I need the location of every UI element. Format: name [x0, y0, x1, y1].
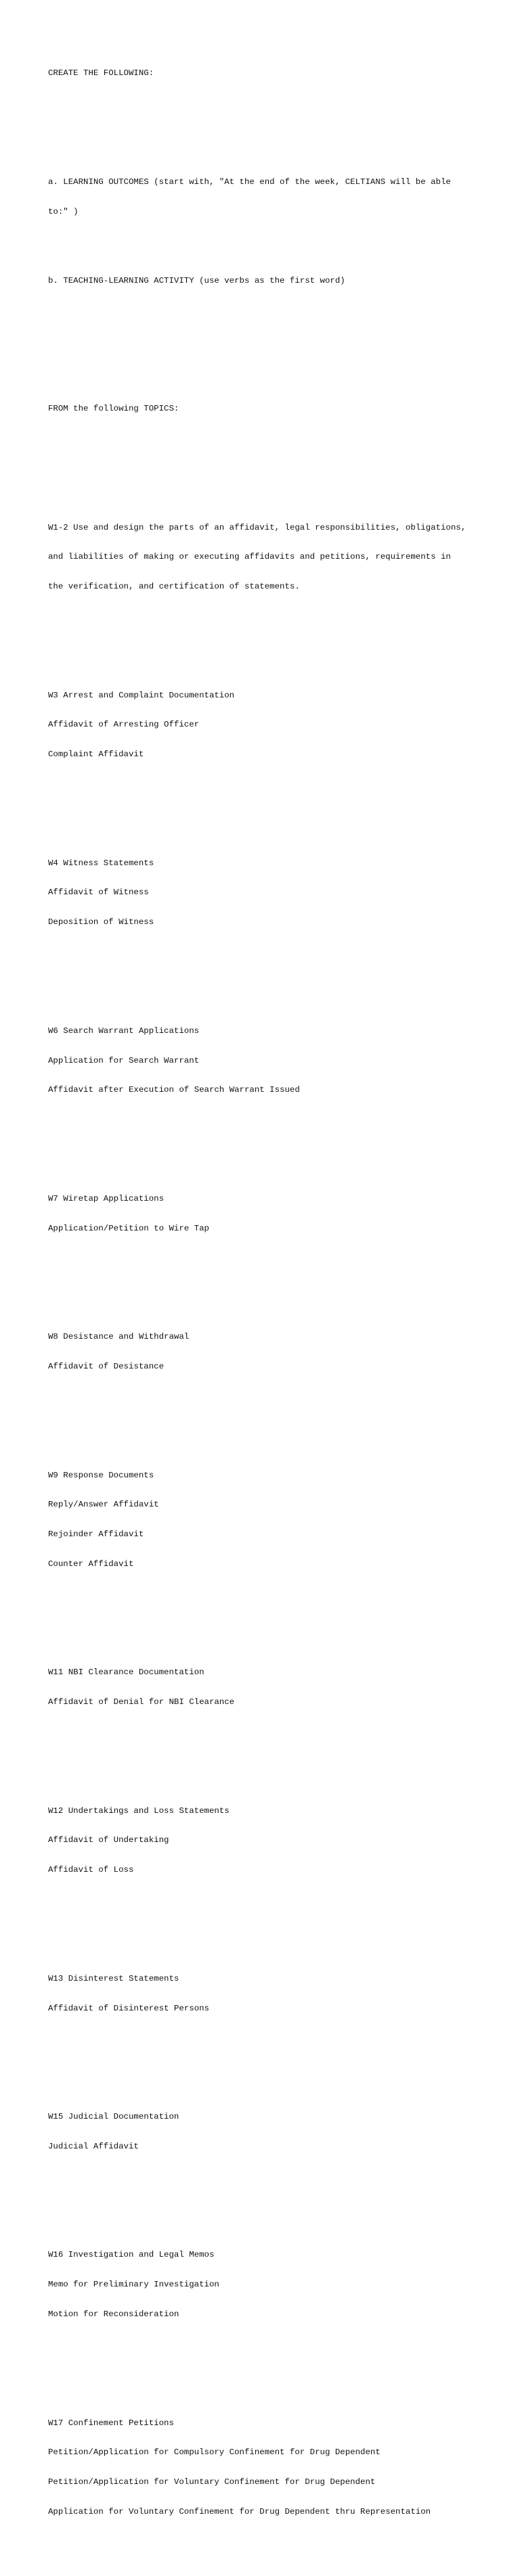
topic-line: Memo for Preliminary Investigation	[48, 2280, 219, 2290]
topic-line: W1-2 Use and design the parts of an affidavit, legal responsibilities, obligations,	[48, 522, 467, 532]
topic-block	[48, 1450, 495, 1588]
topics-list	[48, 474, 495, 2567]
topic-line: Judicial Affidavit	[48, 2141, 139, 2151]
topic-line: Affidavit of Denial for NBI Clearance	[48, 1697, 235, 1707]
spacer	[48, 98, 495, 108]
spacer	[48, 1134, 495, 1145]
topic-line: Affidavit of Arresting Officer	[48, 720, 200, 730]
spacer	[48, 2359, 495, 2369]
topic-line: the verification, and certification of statements.	[48, 582, 300, 592]
topic-block	[48, 1007, 495, 1116]
topic-title: W9 Response Documents	[48, 1470, 154, 1480]
topic-line: Motion for Reconsideration	[48, 2309, 179, 2319]
topic-title: W4 Witness Statements	[48, 858, 154, 868]
instruction-heading: CREATE THE FOLLOWING:	[48, 68, 154, 78]
topic-line: Affidavit of Witness	[48, 888, 149, 898]
topic-title: W6 Search Warrant Applications	[48, 1026, 200, 1036]
topic-line: and liabilities of making or executing affidavits and petitions, requirements in	[48, 552, 451, 562]
spacer	[48, 2191, 495, 2201]
topic-line: Affidavit of Undertaking	[48, 1835, 169, 1845]
topic-line: Application for Search Warrant	[48, 1055, 200, 1065]
topic-block	[48, 1648, 495, 1727]
requirement-item	[48, 256, 495, 305]
topic-block	[48, 1174, 495, 1254]
topic-line: Affidavit of Desistance	[48, 1361, 165, 1371]
topic-title: W12 Undertakings and Loss Statements	[48, 1806, 230, 1816]
topics-intro: FROM the following TOPICS:	[48, 404, 179, 414]
topic-title: W15 Judicial Documentation	[48, 2112, 179, 2122]
spacer	[48, 799, 495, 809]
spacer	[48, 1411, 495, 1421]
topic-title: W16 Investigation and Legal Memos	[48, 2250, 215, 2260]
spacer	[48, 434, 495, 444]
topic-block	[48, 2092, 495, 2171]
spacer	[48, 1914, 495, 1925]
topic-block	[48, 1954, 495, 2033]
topic-line: Affidavit of Loss	[48, 1865, 134, 1875]
spacer	[48, 1609, 495, 1619]
requirement-item	[48, 158, 495, 237]
topic-line: Petition/Application for Voluntary Confinement for Drug Dependent	[48, 2477, 376, 2487]
topic-line: Petition/Application for Compulsory Confinement for Drug Dependent	[48, 2447, 381, 2458]
spacer	[48, 2053, 495, 2063]
topic-line: Deposition of Witness	[48, 917, 154, 927]
topic-title: W17 Confinement Petitions	[48, 2418, 174, 2428]
spacer	[48, 631, 495, 641]
topic-line: Affidavit after Execution of Search Warrant Issued	[48, 1085, 300, 1095]
topic-line: Rejoinder Affidavit	[48, 1530, 144, 1540]
topic-line: Application for Voluntary Confinement for Drug Dependent thru Representation	[48, 2506, 431, 2516]
topic-title: W3 Arrest and Complaint Documentation	[48, 690, 235, 700]
topic-title: W8 Desistance and Withdrawal	[48, 1332, 190, 1342]
topic-line: Affidavit of Disinterest Persons	[48, 2003, 209, 2013]
topic-block	[48, 670, 495, 779]
requirement-line: to:" )	[48, 206, 79, 216]
topic-title: W13 Disinterest Statements	[48, 1973, 179, 1983]
topic-block	[48, 1312, 495, 1392]
topic-title: W7 Wiretap Applications	[48, 1193, 165, 1203]
topic-line: Complaint Affidavit	[48, 750, 144, 760]
requirement-line: a. LEARNING OUTCOMES (start with, "At the end of the week, CELTIANS will be able	[48, 177, 451, 187]
topic-line: Reply/Answer Affidavit	[48, 1500, 159, 1510]
spacer	[48, 1273, 495, 1283]
topic-block	[48, 2398, 495, 2536]
topic-block	[48, 2230, 495, 2339]
topic-block	[48, 1787, 495, 1895]
document-page	[48, 49, 495, 2576]
spacer	[48, 967, 495, 977]
requirement-line: b. TEACHING-LEARNING ACTIVITY (use verbs as the first word)	[48, 275, 345, 285]
topic-block	[48, 503, 495, 612]
topic-line: Application/Petition to Wire Tap	[48, 1223, 209, 1233]
spacer	[48, 1747, 495, 1757]
spacer	[48, 354, 495, 374]
topic-line: Counter Affidavit	[48, 1559, 134, 1569]
topic-block	[48, 839, 495, 948]
topic-title: W11 NBI Clearance Documentation	[48, 1668, 204, 1678]
requirements-list	[48, 137, 495, 325]
